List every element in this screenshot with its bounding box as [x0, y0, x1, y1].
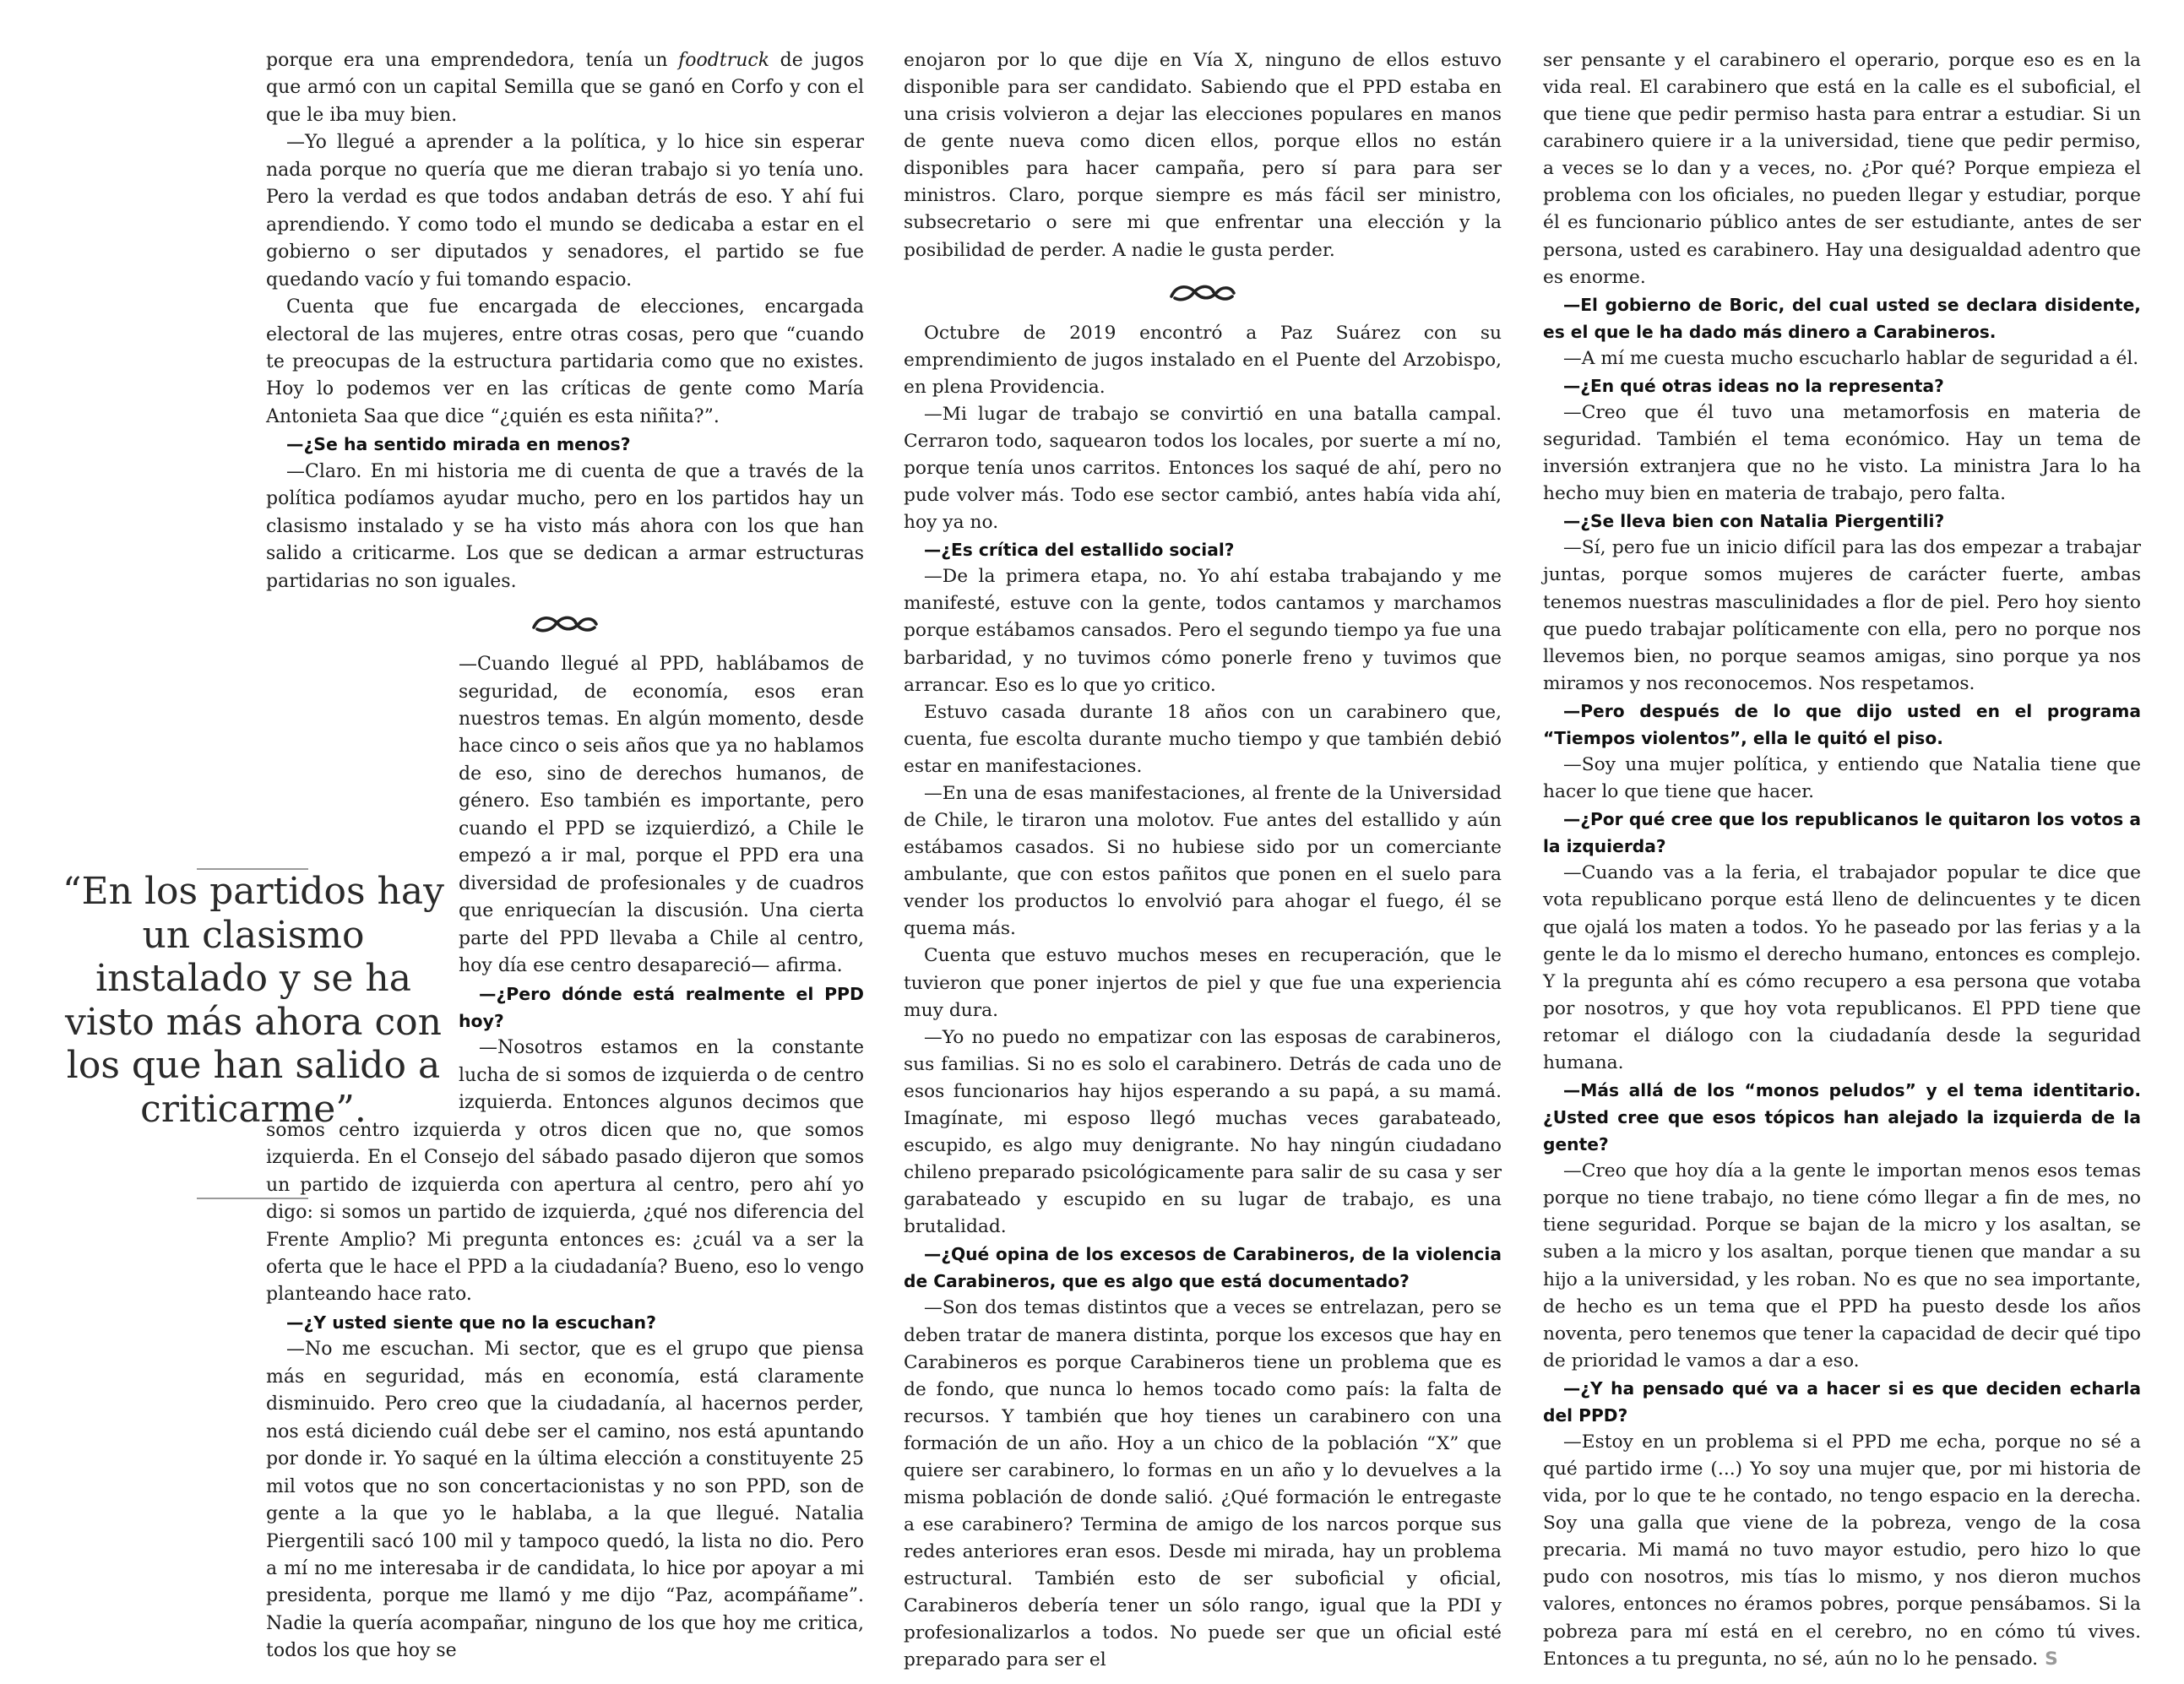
paragraph: —Yo no puedo no empatizar con las esposas de carabineros, sus familias. Si no es solo el carabinero. Detrás de cada uno de esos funcionarios hay hijos esperando a su papá, a su mamá. Imagínate, mi esposo llegó muchas veces garabateado, escupido, es algo muy denigrante. No hay ningún ciudadano chileno preparado psicológicamente para salir de su casa y ser garabateado y escupido en su lugar de trabajo, es una brutalidad. [904, 1026, 1502, 1238]
paragraph: —Nosotros estamos en la constante lucha de si somos de izquierda o de centro izquierda. Entonces algunos decimos que somos centro izquierda y otros dicen que no, que somos izquierda. En el Consejo del sábado pasado dijeron que somos un partido de izquierda con apertura al centro, pero ahí yo digo: si somos un partido de izquierda, ¿qué nos diferencia del Frente Amplio? Mi pregunta entonces es: ¿cuál va a ser la oferta que le hace el PPD a la ciudadanía? Bueno, eso lo vengo planteando hace rato. [266, 1037, 864, 1306]
paragraph: —Cuando llegué al PPD, hablábamos de seguridad, de economía, esos eran nuestros temas. En algún momento, desde hace cinco o seis años que ya no hablamos de eso, sino de derechos humanos, de género. Eso también es importante, pero cuando el PPD se izquierdizó, a Chile le empezó a ir mal, porque el PPD era una diversidad de profesionales y de cuadros que enriquecían la discusión. Una cierta parte del PPD llevaba a Chile al centro, hoy día ese centro desapareció— afirma. [266, 651, 864, 980]
paragraph: —Mi lugar de trabajo se convirtió en una batalla campal. Cerraron todo, saquearon todos los locales, por suerte a mí no, porque tenía unos carritos. Entonces los saqué de ahí, pero no pude volver más. Todo ese sector cambió, antes había vida ahí, hoy ya no. [904, 403, 1502, 534]
interview-question: —¿Se lleva bien con Natalia Piergentili? [1563, 511, 1945, 532]
paragraph: —Estoy en un problema si el PPD me echa, porque no sé a qué partido irme (...) Yo soy una mujer que, por mi historia de vida, por lo que te he contado, no tengo espacio en la derecha. Soy una galla que viene de la pobreza, vengo de la cosa precaria. Mi mamá no tuvo mayor estudio, pero hizo lo que pudo con nosotros, mis tías lo mismo, y nos dieron muchos valores, entonces no éramos pobres, porque pensábamos. Si la pobreza para mí está en el cerebro, no en cómo tú vives. Entonces a tu pregunta, no sé, aún no lo he pensado. S [1543, 1431, 2141, 1670]
paragraph: —Cuando vas a la feria, el trabajador popular te dice que vota republicano porque está lleno de delincuentes y te dicen que ojalá los maten a todos. Yo he paseado por las ferias y a la gente le da lo mismo el derecho humano, entonces es complejo. Y la pregunta ahí es cómo recupero a esa persona que votaba por nosotros, y que hoy vota republicanos. El PPD tiene que retomar el diálogo con la ciudadanía desde la seguridad humana. [1543, 862, 2141, 1073]
paragraph: Cuenta que estuvo muchos meses en recuperación, que le tuvieron que poner injertos de piel y que fue una experiencia muy dura. [904, 945, 1502, 1021]
paragraph: —Soy una mujer política, y entiendo que Natalia tiene que hacer lo que tiene que hacer. [1543, 754, 2141, 803]
interview-question: —Más allá de los “monos peludos” y el tema identitario. ¿Usted cree que esos tópicos han alejado la izquierda de la gente? [1543, 1079, 2141, 1155]
paragraph: —Creo que él tuvo una metamorfosis en materia de seguridad. También el tema económico. Hay un tema de inversión extranjera que no he visto. La ministra Jara lo ha hecho muy bien en materia de trabajo, pero falta. [1543, 402, 2141, 505]
interview-question: —¿Pero dónde está realmente el PPD hoy? [459, 983, 864, 1031]
article-column-3 [1543, 47, 2141, 1673]
section-ornament [904, 264, 1502, 320]
interview-question: —¿En qué otras ideas no la representa? [1563, 375, 1944, 396]
paragraph: —No me escuchan. Mi sector, que es el grupo que piensa más en seguridad, más en economía, está claramente disminuido. Pero creo que la ciudadanía, al hacernos perder, nos está diciendo cuál debe ser el camino, nos está apuntando por donde ir. Yo saqué en la última elección a constituyente 25 mil votos que no son concertacionistas y no son PPD, son de gente a la que yo le hablaba, a la que llegué. Natalia Piergentili sacó 100 mil y tampoco quedó, la lista no dio. Pero a mí no me interesaba ir de candidata, lo hice por apoyar a mi presidenta, porque me llamó y me dijo “Paz, acompáñame”. Nadie la quería acompañar, ninguno de los que hoy me critica, todos los que hoy se [266, 1339, 864, 1662]
paragraph: Octubre de 2019 encontró a Paz Suárez con su emprendimiento de jugos instalado en el Puente del Arzobispo, en plena Providencia. [904, 322, 1502, 398]
paragraph: enojaron por lo que dije en Vía X, ninguno de ellos estuvo disponible para ser candidato. Sabiendo que el PPD estaba en una crisis volvieron a dejar las elecciones populares en manos de gente nueva como dicen ellos, porque ellos no están disponibles para hacer campaña, pero sí para para ser ministros. Claro, porque siempre es más fácil ser ministro, subsecretario o sere mi que enfrentar una elección y la posibilidad de perder. A nadie le gusta perder. [904, 50, 1502, 261]
interview-question: —¿Es crítica del estallido social? [924, 540, 1235, 561]
paragraph: —Yo llegué a aprender a la política, y lo hice sin esperar nada porque no quería que me dieran trabajo si yo tenía uno. Pero la verdad es que todos andaban detrás de eso. Y ahí fui aprendiendo. Y como todo el mundo se dedicaba a estar en el gobierno o ser diputados y senadores, el partido se fue quedando vacío y fui tomando espacio. [266, 132, 864, 291]
end-of-article-mark: S [2045, 1648, 2058, 1670]
pull-quote-space [266, 651, 459, 1090]
paragraph: —Creo que hoy día a la gente le importan menos esos temas porque no tiene trabajo, no tiene cómo llegar a fin de mes, no tiene seguridad. Porque se bajan de la micro y los asaltan, se suben a la micro y los asaltan, porque tienen que mandar a su hijo a la universidad, y les roban. No es que no sea importante, de hecho es un tema que el PPD ha puesto desde los años noventa, pero tenemos que tener la capacidad de decir qué tipo de prioridad le vamos a dar a eso. [1543, 1160, 2141, 1372]
paragraph: porque era una emprendedora, tenía un foodtruck de jugos que armó con un capital Semilla que se ganó en Corfo y con el que le iba muy bien. [266, 50, 864, 126]
pull-quote: “En los partidos hay un clasismo instalado y se ha visto más ahora con los que han salido a criticarme”. [62, 870, 444, 1131]
section-ornament [266, 595, 864, 651]
interview-question: —¿Por qué cree que los republicanos le quitaron los votos a la izquierda? [1543, 809, 2141, 857]
emphasis-foodtruck: foodtruck [678, 50, 770, 71]
interview-question: —¿Y ha pensado qué va a hacer si es que deciden echarla del PPD? [1543, 1377, 2141, 1426]
paragraph: —Sí, pero fue un inicio difícil para las dos empezar a trabajar juntas, porque somos mujeres de carácter fuerte, ambas tenemos nuestras masculinidades a flor de piel. Pero hoy siento que puedo trabajar políticamente con ella, pero no porque nos llevemos bien, no porque seamos amigas, sino porque ya nos miramos y nos reconocemos. Nos respetamos. [1543, 537, 2141, 694]
paragraph: —En una de esas manifestaciones, al frente de la Universidad de Chile, le tiraron una molotov. Fue antes del estallido y aún estábamos casados. Si no hubiese sido por un comerciante ambulante, que con estos pañitos que ponen en el suelo para vender los productos lo envolvió para ahogar el fuego, él se quema más. [904, 782, 1502, 940]
interview-question: —Pero después de lo que dijo usted en el programa “Tiempos violentos”, ella le quitó el piso. [1543, 700, 2141, 748]
article-column-1 [266, 47, 864, 1665]
article-column-2 [904, 47, 1502, 1675]
interview-question: —¿Se ha sentido mirada en menos? [286, 434, 631, 455]
paragraph: —A mí me cuesta mucho escucharlo hablar de seguridad a él. [1563, 347, 2139, 369]
paragraph: —De la primera etapa, no. Yo ahí estaba trabajando y me manifesté, estuve con la gente, todos cantamos y marchamos porque estábamos cansados. Pero el segundo tiempo ya fue una barbaridad, y no tuvimos cómo ponerle freno y tuvimos que arrancar. Eso es lo que yo critico. [904, 566, 1502, 696]
paragraph: ser pensante y el carabinero el operario, porque eso es en la vida real. El carabinero que está en la calle es el suboficial, el que tiene que pedir permiso hasta para entrar a estudiar. Si un carabinero quiere ir a la universidad, tiene que pedir permiso, a veces se lo dan y a veces, no. ¿Por qué? Porque empieza el problema con los oficiales, no pueden llegar y estudiar, porque él es funcionario público antes de ser estudiante, antes de ser persona, usted es carabinero. Hay una desigualdad adentro que es enorme. [1543, 50, 2141, 288]
ornament-icon [1168, 281, 1237, 303]
paragraph: —Son dos temas distintos que a veces se entrelazan, pero se deben tratar de manera distinta, porque los excesos que hay en Carabineros es porque Carabineros tiene un problema que es de fondo, que nunca lo hemos tocado como país: la falta de recursos. Y también que hoy tienes un carabinero con una formación de un año. Hoy a un chico de la población “X” que quiere ser carabinero, lo formas en un año y lo devuelves a la misma población de donde salió. ¿Qué formación le entregaste a ese carabinero? Termina de amigo de los narcos porque sus redes anteriores eran esos. Desde mi mirada, hay un problema estructural. También esto de ser suboficial y oficial, Carabineros debería tener un sólo rango, igual que la PDI y profesionalizarlos a todos. No puede ser que un oficial esté preparado para ser el [904, 1297, 1502, 1671]
paragraph: Cuenta que fue encargada de elecciones, encargada electoral de las mujeres, entre otras cosas, pero que “cuando te preocupas de la estructura partidaria como que no existes. Hoy lo podemos ver en las críticas de gente como María Antonieta Saa que dice “¿quién es esta niñita?”. [266, 296, 864, 427]
ornament-icon [530, 612, 600, 634]
interview-question: —¿Y usted siente que no la escuchan? [286, 1312, 656, 1333]
paragraph: Estuvo casada durante 18 años con un carabinero que, cuenta, fue escolta durante mucho tiempo y que también debió estar en manifestaciones. [904, 701, 1502, 777]
interview-question: —El gobierno de Boric, del cual usted se declara disidente, es el que le ha dado más dinero a Carabineros. [1543, 294, 2141, 342]
paragraph: —Claro. En mi historia me di cuenta de que a través de la política podíamos ayudar mucho, pero en los partidos hay un clasismo instalado y se ha visto más ahora con los que han salido a criticarme. Los que se dedican a armar estructuras partidarias no son iguales. [266, 460, 864, 592]
interview-question: —¿Qué opina de los excesos de Carabineros, de la violencia de Carabineros, que es algo que está documentado? [904, 1244, 1502, 1292]
